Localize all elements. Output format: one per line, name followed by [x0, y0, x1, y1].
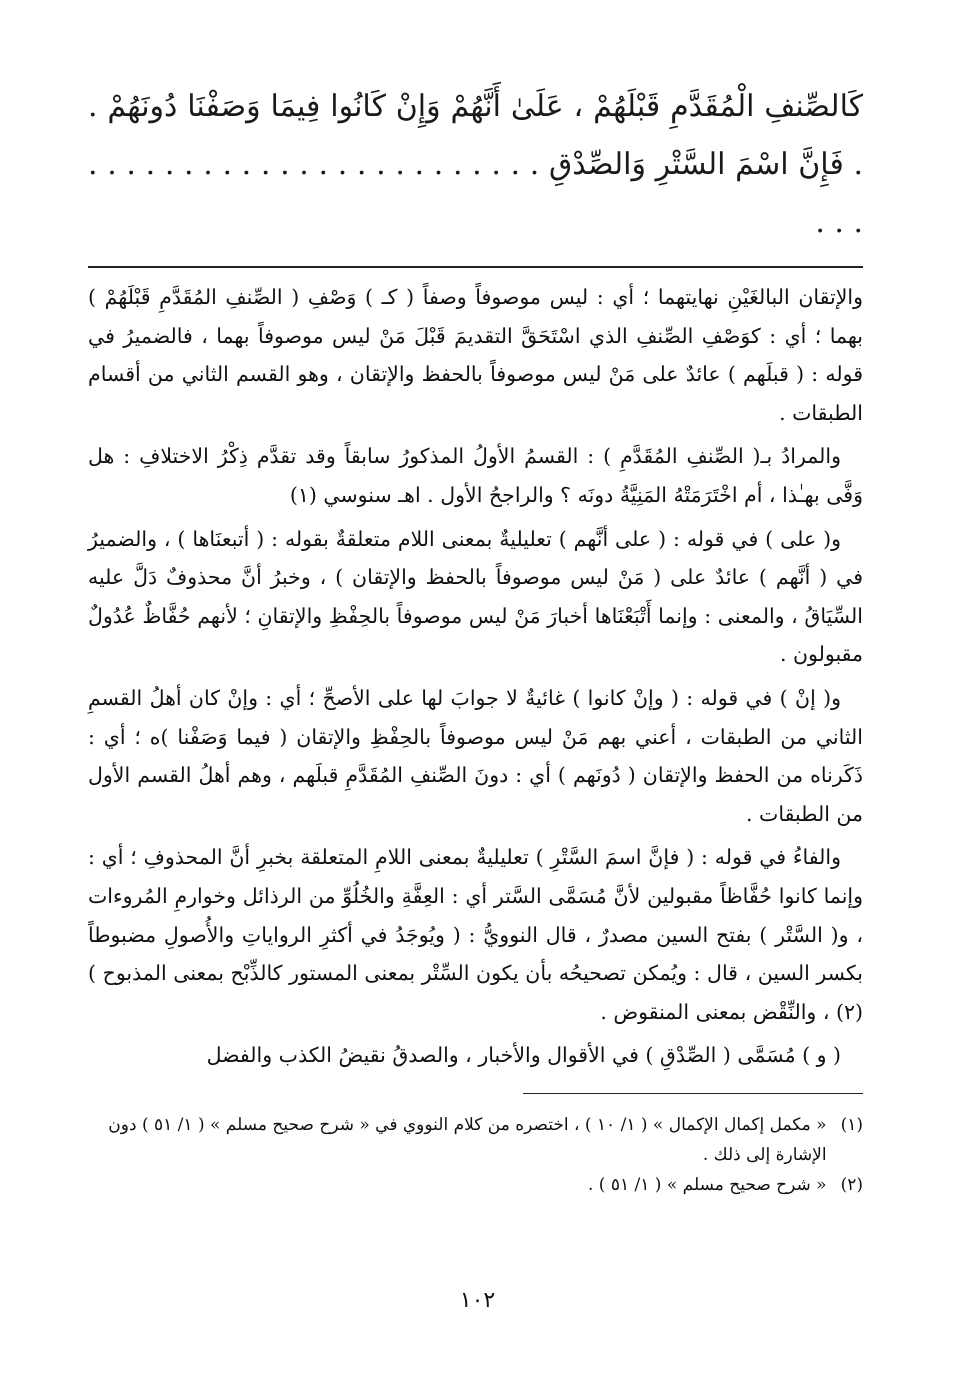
commentary-body [88, 278, 863, 1075]
footnote-text: « مكمل إكمال الإكمال » ( ١/ ١٠ ) ، اختصره من كلام النووي في « شرح صحيح مسلم » ( ١/ ٥١ ) دون الإشارة إلى ذلك . [108, 1114, 827, 1165]
footnote-number: (٢) [840, 1174, 863, 1195]
commentary-paragraph: والإتقان البالغَيْنِ نهايتهما ؛ أي : ليس موصوفاً وصفاً ( كـ ) وَصْفِ ( الصِّنفِ المُقَدَّمِ قَبْلَهُمْ ) بهما ؛ أي : كوَصْفِ الصِّنفِ الذي اسْتَحَقَّ التقديمَ قَبْلَ مَنْ ليس موصوفاً بهما ، فالضميرُ في قوله : ( قبلَهم ) عائدٌ على مَنْ ليس موصوفاً بالحفظ والإتقان ، وهو القسم الثاني من أقسام الطبقات . [88, 285, 863, 425]
footnote-divider [523, 1093, 863, 1094]
page-number: ١٠٢ [459, 1288, 496, 1313]
commentary-paragraph: و( إنْ ) في قوله : ( وإنْ كانوا ) غائيةٌ لا جوابَ لها على الأصحِّ ؛ أي : وإنْ كان أهلُ القسمِ الثاني من الطبقات ، أعني بهم مَنْ ليس موصوفاً بالحِفْظِ والإتقان ( فيما وَصَفْنا )ه ؛ أي : ذَكَرناه من الحفظ والإتقان ( دُونَهم ) أي : دونَ الصِّنفِ المُقَدَّمِ قبلَهم ، وهم أهلُ القسم الأول من الطبقات . [88, 685, 863, 826]
commentary-paragraph: والمرادُ بـ( الصِّنفِ المُقَدَّمِ ) : القسمُ الأولُ المذكورُ سابقاً وقد تقدَّم ذِكْرُ الاختلافِ : هل وَفَّى بهـٰذا ، أم اخْتَرَمَتْهُ المَنِيَّةُ دونَه ؟ والراجحُ الأول . اهـ سنوسي (١) [88, 444, 863, 507]
matn-divider [88, 266, 863, 268]
matn-text: كَالصِّنفِ الْمُقَدَّمِ قَبْلَهُمْ ، عَلَىٰ أَنَّهُمْ وَإِنْ كَانُوا فِيمَا وَصَفْنَا دُونَهُمْ . . فَإِنَّ اسْمَ السَّتْرِ وَالصِّدْقِ . . . . . . . . . . . . . . . . . . . . . . . . . . . [78, 89, 863, 240]
commentary-paragraph: ( و ) مُسَمَّى ( الصِّدْقِ ) في الأقوال والأخبار ، والصدقُ نقيضُ الكذب والفضل [206, 1043, 841, 1068]
commentary-paragraph: و( على ) في قوله : ( على أنَّهم ) تعليليةٌ بمعنى اللام متعلقةٌ بقوله : ( أتبعنَاها ) ، والضميرُ في ( أنَّهم ) عائدٌ على ( مَنْ ليس موصوفاً بالحفظ والإتقان ) ، وخبرُ أنَّ محذوفٌ دَلَّ عليه السِّيَاقُ ، والمعنى : وإنما أَتْبَعْنَاها أخبارَ مَنْ ليس موصوفاً بالحِفْظِ والإتقانِ ؛ لأنهم حُفَّاظٌ عُدُولٌ مقبولون . [88, 526, 863, 667]
footnote [88, 1110, 863, 1170]
footnotes [88, 1110, 863, 1200]
commentary-paragraph: والفاءُ في قوله : ( فإنَّ اسمَ السَّتْرِ ) تعليليةٌ بمعنى اللامِ المتعلقة بخبرِ أنَّ المحذوفِ ؛ أي : وإنما كانوا حُفَّاظاً مقبولين لأنَّ مُسَمَّى السَّتر أي : العِفَّةِ والخُلُوِّ من الرذائل وخوارمِ المُروءات ، و( السَّتْر ) بفتح السين مصدرٌ ، قال النوويُّ : ( ويُوجَدُ في أكثرِ الرواياتِ والأُصولِ مضبوطاً بكسر السين ، قال : ويُمكن تصحيحُه بأن يكون السِّتْر بمعنى المستور كالذِّبْح بمعنى المذبوح )(٢) ، والنِّقْض بمعنى المنقوض . [88, 845, 863, 1024]
footnote [88, 1170, 863, 1200]
footnote-text: « شرح صحيح مسلم » ( ١/ ٥١ ) . [588, 1174, 827, 1195]
footnote-number: (١) [840, 1114, 863, 1135]
